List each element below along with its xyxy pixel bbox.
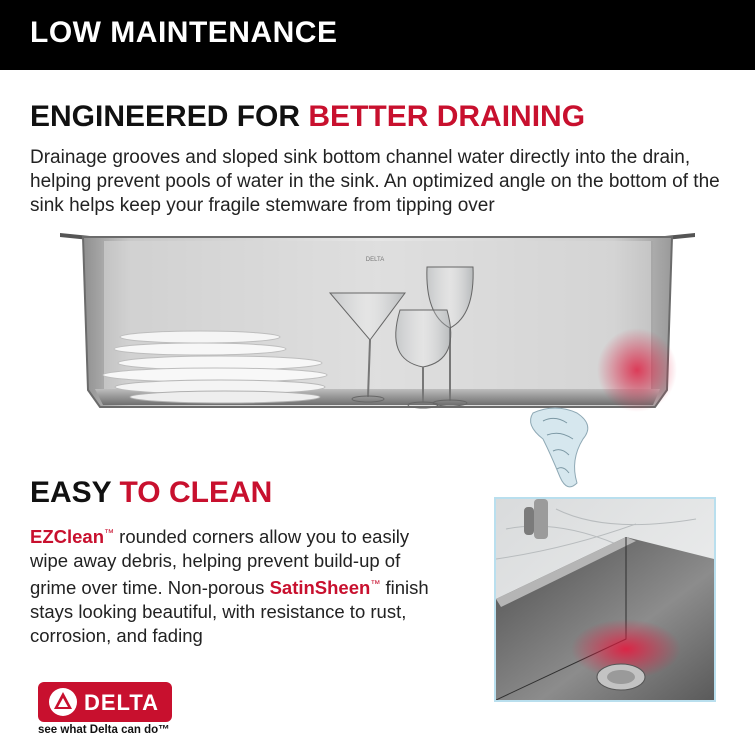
section1-body: Drainage grooves and sloped sink bottom channel water directly into the drain, helping prevent pools of water in the sink. An optimized angle on the bottom of the sink helps keep your fragile stemware from tipping over — [30, 147, 720, 216]
ezclean-brand: EZClean — [30, 526, 105, 548]
header-title: LOW MAINTENANCE — [30, 16, 338, 49]
delta-tagline: see what Delta can do™ — [38, 724, 170, 736]
section2-title — [30, 476, 272, 510]
delta-logo-text: DELTA — [84, 690, 160, 715]
section1-title — [30, 100, 585, 134]
delta-logo — [38, 682, 172, 722]
section1-title-red: BETTER DRAINING — [308, 100, 586, 133]
section2-body — [30, 522, 430, 648]
section2-title-black: EASY — [30, 476, 120, 509]
section1-title-black: ENGINEERED FOR — [30, 100, 309, 133]
delta-triangle-icon — [48, 687, 78, 717]
sink-brand-stamp: DELTA — [365, 257, 385, 263]
ezclean-tm: ™ — [104, 528, 115, 539]
section2-text1: rounded corners allow you to easily wipe away debris, helping prevent build-up of grime over time. Non-porous — [30, 526, 410, 599]
satinsheen-tm: ™ — [370, 579, 381, 591]
satinsheen-brand: SatinSheen — [269, 577, 371, 599]
water-splash — [531, 408, 588, 487]
section2-title-red: TO CLEAN — [119, 476, 273, 509]
header-bar — [0, 0, 755, 70]
section2-text2: finish stays looking beautiful, with resistance to rust, corrosion, and fading — [30, 577, 429, 647]
sink-corner-photo — [494, 497, 716, 702]
sink-corner-photo-image — [496, 499, 714, 700]
sink-illustration — [55, 225, 700, 505]
sink-cross-section-image — [55, 225, 700, 505]
